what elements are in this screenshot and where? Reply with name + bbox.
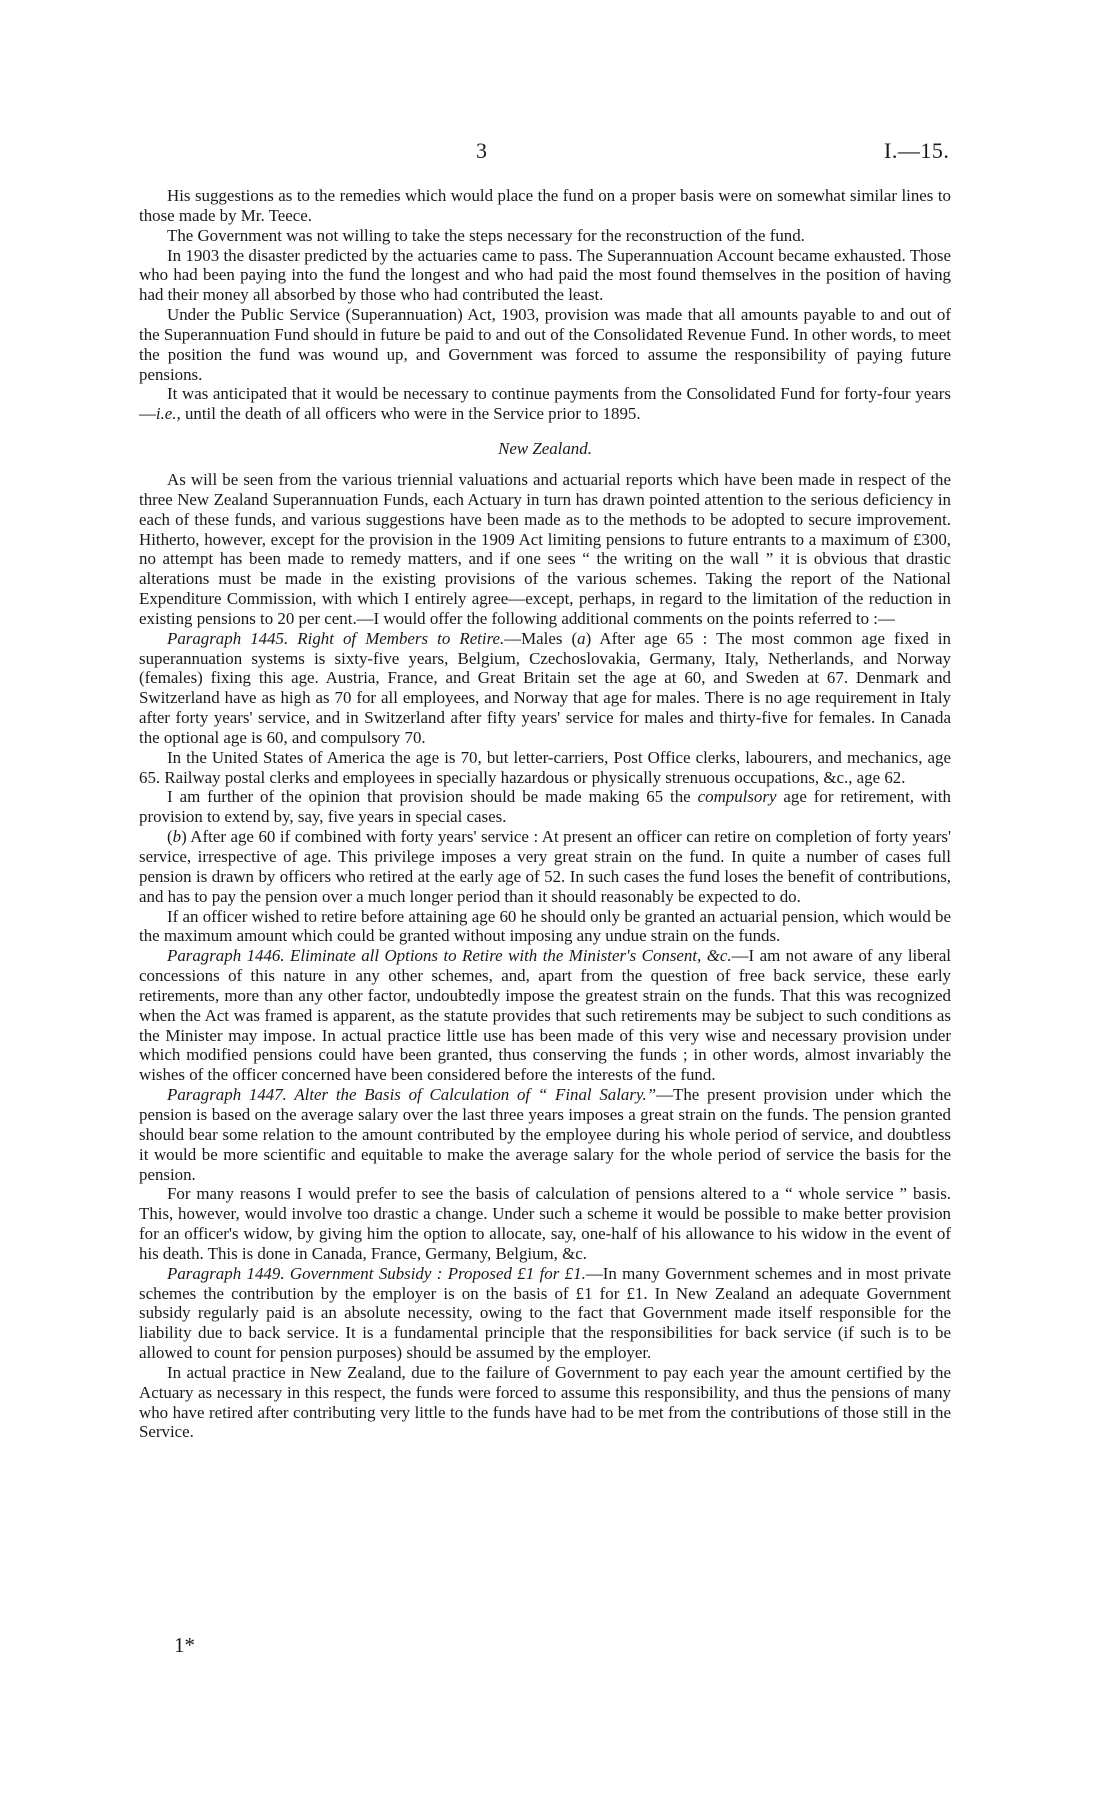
section-heading-new-zealand: New Zealand. (498, 439, 592, 459)
paragraph-title: Paragraph 1447. Alter the Basis of Calculation of “ Final Salary.” (167, 1085, 657, 1105)
paragraph (139, 384, 951, 424)
paragraph-text: I am further of the opinion that provision should be made making 65 the (167, 787, 698, 807)
paragraph: If an officer wished to retire before attaining age 60 he should only be granted an actuarial pension, which would be the maximum amount which could be granted without imposing any undue strain on the funds. (139, 906, 951, 946)
paragraph-text: ) After age 60 if combined with forty years' service : At present an officer can retire on completion of forty years' service, irrespective of age. This privilege imposes a very great strain on the fund. In quite a number of cases full pension is drawn by officers who retired at the early age of 52. In such cases the fund loses the benefit of contributions, and has to pay the pension over a much longer period than it should reasonably be expected to do. (139, 827, 951, 906)
paragraph-text: age for retirement, with provision to extend by, say, five years in special cases. (139, 787, 951, 827)
paragraph-text: —I am not aware of any liberal concessions of this nature in any other schemes, and, apart from the question of free back service, these early retirements, more than any other factor, undoubtedly impose the greatest strain on the funds. That this was recognized when the Act was framed is apparent, as the statute provides that such retirements may be subject to such conditions as the Minister may impose. In actual practice little use has been made of this very wise and necessary provision under which modified pensions could have been granted, thus conserving the funds ; in other words, almost invariably the wishes of the officer concerned have been considered before the interests of the fund. (139, 946, 952, 1085)
paren-open: ( (167, 827, 173, 847)
paragraph (139, 827, 951, 906)
paragraph-text: —The present provision under which the pension is based on the average salary over the last three years imposes a great strain on the funds. The pension granted should bear some relation to the amount contributed by the employee during his whole period of service, and doubtless it would be more scientific and equitable to make the average salary for the whole period of service the basis for the pension. (139, 1085, 951, 1184)
paragraph: As will be seen from the various triennial valuations and actuarial reports which have been made in respect of the three New Zealand Superannuation Funds, each Actuary in turn has drawn pointed attention to the serious deficiency in each of these funds, and various suggestions have been made as to the methods to be adopted to secure improvement. Hitherto, however, except for the provision in the 1909 Act limiting pensions to future entrants to a maximum of £300, no attempt has been made to remedy matters, and if one sees “ the writing on the wall ” it is obvious that drastic alterations must be made in the existing provisions of the various schemes. Taking the report of the National Expenditure Commission, with which I entirely agree—except, perhaps, in regard to the limitation of the reduction in existing pensions to 20 per cent.—I would offer the following additional comments on the points referred to :— (139, 469, 951, 628)
paragraph-1449 (139, 1264, 951, 1363)
paragraph: In the United States of America the age is 70, but letter-carriers, Post Office clerks, labourers, and mechanics, age 65. Railway postal clerks and employees in specially hazardous or physically strenuous occupations, &c., age 62. (139, 747, 951, 787)
document-reference: I.—15. (884, 138, 950, 163)
paragraph: Under the Public Service (Superannuation) Act, 1903, provision was made that all amounts payable to and out of the Superannuation Fund should in future be paid to and out of the Consolidated Revenue Fund. In other words, to meet the position the fund was wound up, and Government was forced to assume the responsibility of paying future pensions. (139, 305, 951, 384)
paragraph-title: Paragraph 1445. Right of Members to Retire. (167, 628, 505, 648)
item-letter: a (577, 628, 586, 648)
item-letter: b (172, 827, 182, 847)
emphasis-compulsory: compulsory (697, 787, 777, 807)
paragraph-text: —In many Government schemes and in most private schemes the contribution by the employer is on the basis of £1 for £1. In New Zealand an adequate Government subsidy regularly paid is an absolute necessity, owing to the fact that Government made itself responsible for the liability due to back service. It is a fundamental principle that the responsibilities for back service (if such is to be allowed to count for pension purposes) should be assumed by the employer. (139, 1263, 951, 1363)
paragraph-1446 (139, 946, 951, 1085)
abbreviation-ie: i.e. (155, 404, 177, 424)
paragraph-text: ) After age 65 : The most common age fixed in superannuation systems is sixty-five years, Belgium, Czechoslovakia, Germany, Italy, Netherlands, and Norway (females) fixing this age. Austria, France, and Great Britain set the age at 60, and Sweden at 67. Denmark and Switzerland have as high as 70 for all employees, and Norway that age for males. There is no age requirement in Italy after forty years' service, and in Switzerland after fifty years' service for males and thirty-five for females. In Canada the optional age is 60, and compulsory 70. (139, 628, 951, 747)
paragraph-text: It was anticipated that it would be necessary to continue payments from the Consolidated Fund for forty-four years— (139, 384, 951, 424)
paragraph: In actual practice in New Zealand, due to the failure of Government to pay each year the amount certified by the Actuary as necessary in this respect, the funds were forced to assume this responsibility, and thus the pensions of many who have retired after contributing very little to the funds have had to be met from the contributions of those still in the Service. (139, 1362, 951, 1442)
document-body (139, 186, 951, 1442)
paragraph-text: , until the death of all officers who were in the Service prior to 1895. (176, 404, 641, 424)
paragraph: The Government was not willing to take the steps necessary for the reconstruction of the fund. (167, 225, 805, 245)
paragraph: In 1903 the disaster predicted by the actuaries came to pass. The Superannuation Account became exhausted. Those who had been paying into the fund the longest and who had paid the most found themselves in the position of having had their money all absorbed by those who had contributed the least. (139, 245, 951, 305)
paragraph-text: —Males ( (504, 628, 578, 648)
paragraph-1447 (139, 1085, 951, 1184)
page-number: 3 (476, 138, 487, 163)
paragraph-title: Paragraph 1446. Eliminate all Options to Retire with the Minister's Consent, &c. (167, 946, 732, 966)
paragraph: His suggestions as to the remedies which would place the fund on a proper basis were on somewhat similar lines to those made by Mr. Teece. (139, 186, 951, 225)
signature-mark: 1* (174, 1633, 195, 1657)
paragraph (139, 787, 951, 827)
paragraph-1445 (139, 629, 951, 748)
paragraph: For many reasons I would prefer to see the basis of calculation of pensions altered to a “ whole service ” basis. This, however, would involve too drastic a change. Under such a scheme it would be possible to make better provision for an officer's widow, by giving him the option to allocate, say, one-half of his allowance to his widow in the event of his death. This is done in Canada, France, Germany, Belgium, &c. (139, 1184, 951, 1263)
paragraph-title: Paragraph 1449. Government Subsidy : Proposed £1 for £1. (167, 1263, 586, 1283)
